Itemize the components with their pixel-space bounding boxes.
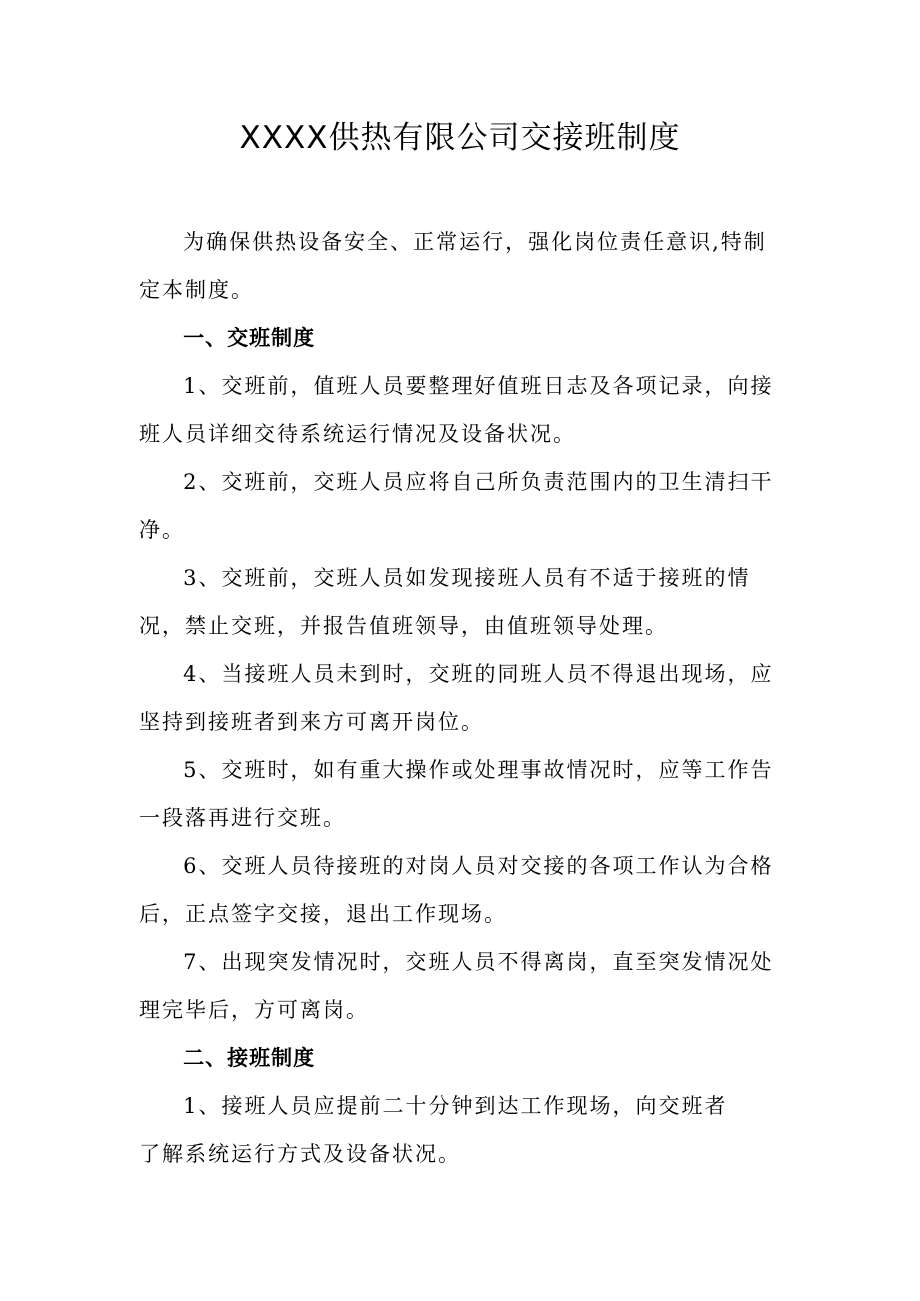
document-body (139, 218, 785, 1178)
intro-paragraph: 为确保供热设备安全、正常运行，强化岗位责任意识,特制定本制度。 (139, 230, 767, 302)
document-title: XXXX供热有限公司交接班制度 (239, 120, 681, 156)
handover-item-4: 4、当接班人员未到时，交班的同班人员不得退出现场，应坚持到接班者到来方可离开岗位。 (139, 662, 774, 734)
handover-item-7: 7、出现突发情况时，交班人员不得离岗，直至突发情况处理完毕后，方可离岗。 (139, 950, 774, 1022)
takeover-item-1: 1、接班人员应提前二十分钟到达工作现场，向交班者了解系统运行方式及设备状况。 (139, 1094, 728, 1166)
section-heading-takeover: 二、接班制度 (183, 1046, 316, 1070)
section-heading-handover: 一、交班制度 (183, 326, 316, 350)
handover-item-2: 2、交班前，交班人员应将自己所负责范围内的卫生清扫干净。 (139, 470, 774, 542)
handover-item-3: 3、交班前，交班人员如发现接班人员有不适于接班的情况，禁止交班，并报告值班领导，由值班领导处理。 (139, 566, 751, 638)
handover-item-6: 6、交班人员待接班的对岗人员对交接的各项工作认为合格后，正点签字交接，退出工作现场。 (139, 854, 774, 926)
handover-item-1: 1、交班前，值班人员要整理好值班日志及各项记录，向接班人员详细交待系统运行情况及设备状况。 (139, 374, 774, 446)
handover-item-5: 5、交班时，如有重大操作或处理事故情况时，应等工作告一段落再进行交班。 (139, 758, 774, 830)
